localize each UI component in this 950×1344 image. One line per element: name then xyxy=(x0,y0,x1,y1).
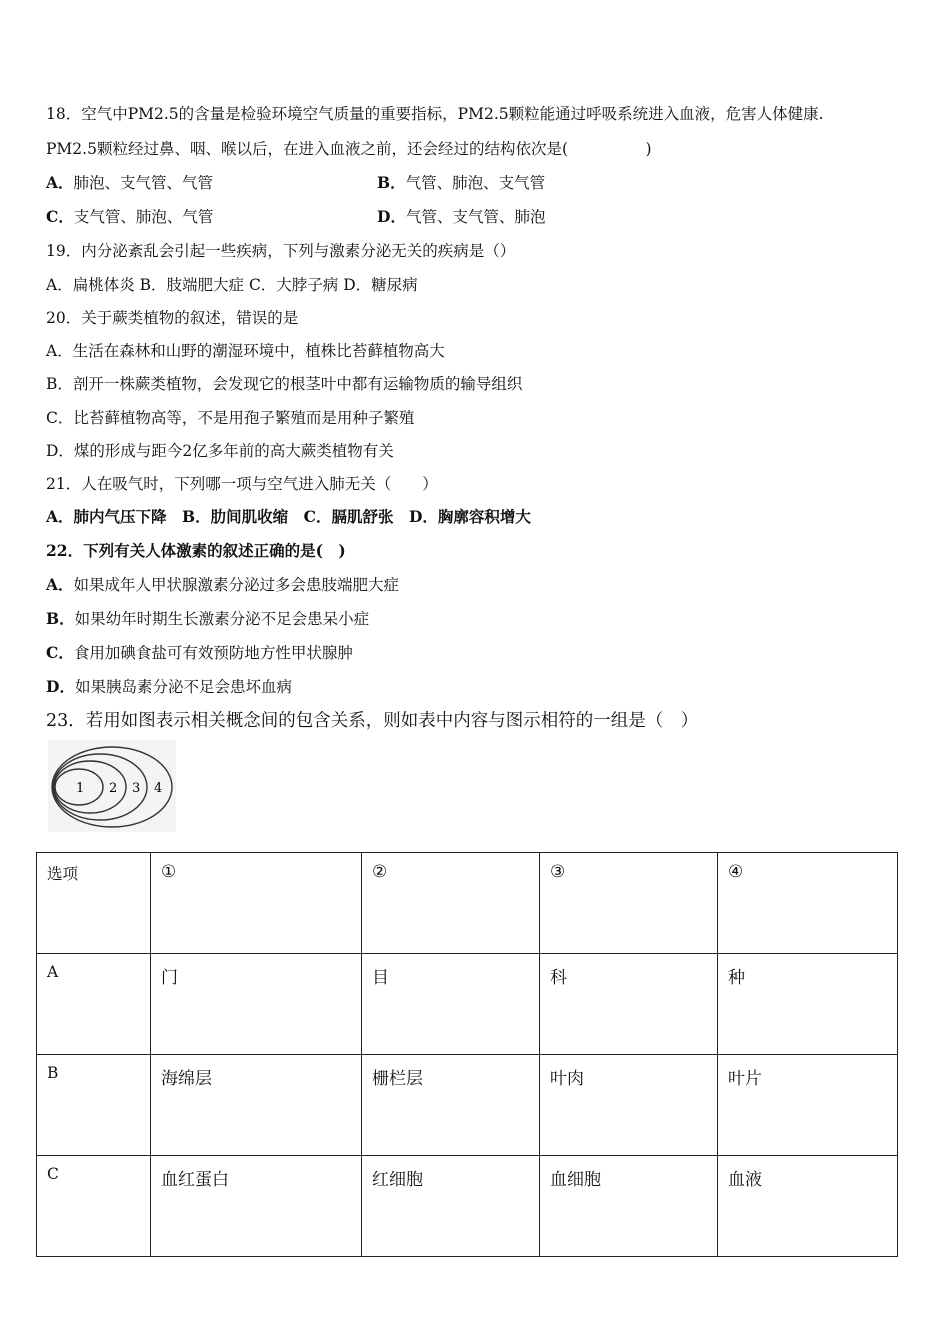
q18-stem-line2: PM2.5颗粒经过鼻、咽、喉以后，在进入血液之前，还会经过的结构依次是( ) xyxy=(46,140,652,158)
q22-option-b xyxy=(46,609,369,629)
table-row xyxy=(37,954,898,1055)
q21-stem: 21．人在吸气时，下列哪一项与空气进入肺无关（ ） xyxy=(46,475,438,493)
table-header-cell: ① xyxy=(151,853,362,954)
option-letter: B． xyxy=(377,173,406,192)
option-letter: D． xyxy=(377,207,406,226)
figure-label-1: 1 xyxy=(76,781,85,796)
q22-option-a xyxy=(46,575,399,595)
q20-option-d: D．煤的形成与距今2亿多年前的高大蕨类植物有关 xyxy=(46,442,394,460)
table-cell: 红细胞 xyxy=(362,1156,540,1257)
q22-stem: 22．下列有关人体激素的叙述正确的是( ) xyxy=(46,541,346,560)
q22-option-c xyxy=(46,643,353,663)
option-text: 肺泡、支气管、气管 xyxy=(73,174,214,192)
table-cell: 叶片 xyxy=(718,1055,898,1156)
option-letter: A． xyxy=(46,575,74,594)
option-text: 如果成年人甲状腺激素分泌过多会患肢端肥大症 xyxy=(73,576,400,594)
table-cell: 海绵层 xyxy=(151,1055,362,1156)
figure-label-4: 4 xyxy=(154,781,163,796)
option-text: 气管、支气管、肺泡 xyxy=(405,208,546,226)
q23-stem: 23．若用如图表示相关概念间的包含关系，则如表中内容与图示相符的一组是（ ） xyxy=(46,711,699,731)
option-letter: B． xyxy=(46,609,75,628)
q23-options-table xyxy=(36,852,898,1257)
table-header-cell: ④ xyxy=(718,853,898,954)
q18-stem-line1: 18．空气中PM2.5的含量是检验环境空气质量的重要指标，PM2.5颗粒能通过呼吸系统进入血液，危害人体健康. xyxy=(46,105,824,123)
option-letter: D． xyxy=(46,677,75,696)
q18-option-a xyxy=(46,173,213,193)
table-header-cell: ② xyxy=(362,853,540,954)
table-cell: 栅栏层 xyxy=(362,1055,540,1156)
figure-label-3: 3 xyxy=(132,781,141,796)
option-text: 食用加碘食盐可有效预防地方性甲状腺肿 xyxy=(73,644,353,662)
option-letter: C． xyxy=(46,207,74,226)
q20-option-c: C．比苔藓植物高等，不是用孢子繁殖而是用种子繁殖 xyxy=(46,409,415,427)
q20-option-b: B．剖开一株蕨类植物，会发现它的根茎叶中都有运输物质的输导组织 xyxy=(46,375,523,393)
table-cell: B xyxy=(37,1055,151,1156)
table-cell: 门 xyxy=(151,954,362,1055)
option-text: 支气管、肺泡、气管 xyxy=(73,208,214,226)
table-cell: C xyxy=(37,1156,151,1257)
q22-option-d xyxy=(46,677,292,697)
table-row xyxy=(37,1156,898,1257)
q19-stem: 19．内分泌紊乱会引起一些疾病，下列与激素分泌无关的疾病是（） xyxy=(46,242,516,260)
table-header-row xyxy=(37,853,898,954)
q19-options: A．扁桃体炎 B．肢端肥大症 C．大脖子病 D．糖尿病 xyxy=(46,276,418,294)
table-cell: 目 xyxy=(362,954,540,1055)
option-text: 如果胰岛素分泌不足会患坏血病 xyxy=(74,678,292,696)
table-cell: 血液 xyxy=(718,1156,898,1257)
table-header-cell: ③ xyxy=(540,853,718,954)
q20-option-a: A．生活在森林和山野的潮湿环境中，植株比苔藓植物高大 xyxy=(46,342,445,360)
option-text: 如果幼年时期生长激素分泌不足会患呆小症 xyxy=(74,610,370,628)
option-letter: A． xyxy=(46,173,74,192)
table-header-cell: 选项 xyxy=(37,853,151,954)
q18-option-c xyxy=(46,207,213,227)
q21-options: A．肺内气压下降 B．肋间肌收缩 C．膈肌舒张 D．胸廓容积增大 xyxy=(46,507,531,526)
table-cell: 种 xyxy=(718,954,898,1055)
q18-option-b xyxy=(377,173,545,193)
table-cell: 科 xyxy=(540,954,718,1055)
table-cell: 血细胞 xyxy=(540,1156,718,1257)
table-cell: 叶肉 xyxy=(540,1055,718,1156)
option-letter: C． xyxy=(46,643,74,662)
figure-label-2: 2 xyxy=(109,781,118,796)
table-cell: A xyxy=(37,954,151,1055)
table-cell: 血红蛋白 xyxy=(151,1156,362,1257)
q20-stem: 20．关于蕨类植物的叙述，错误的是 xyxy=(46,309,299,327)
option-text: 气管、肺泡、支气管 xyxy=(405,174,546,192)
q18-option-d xyxy=(377,207,545,227)
table-row xyxy=(37,1055,898,1156)
nested-ellipses-figure xyxy=(48,740,176,832)
